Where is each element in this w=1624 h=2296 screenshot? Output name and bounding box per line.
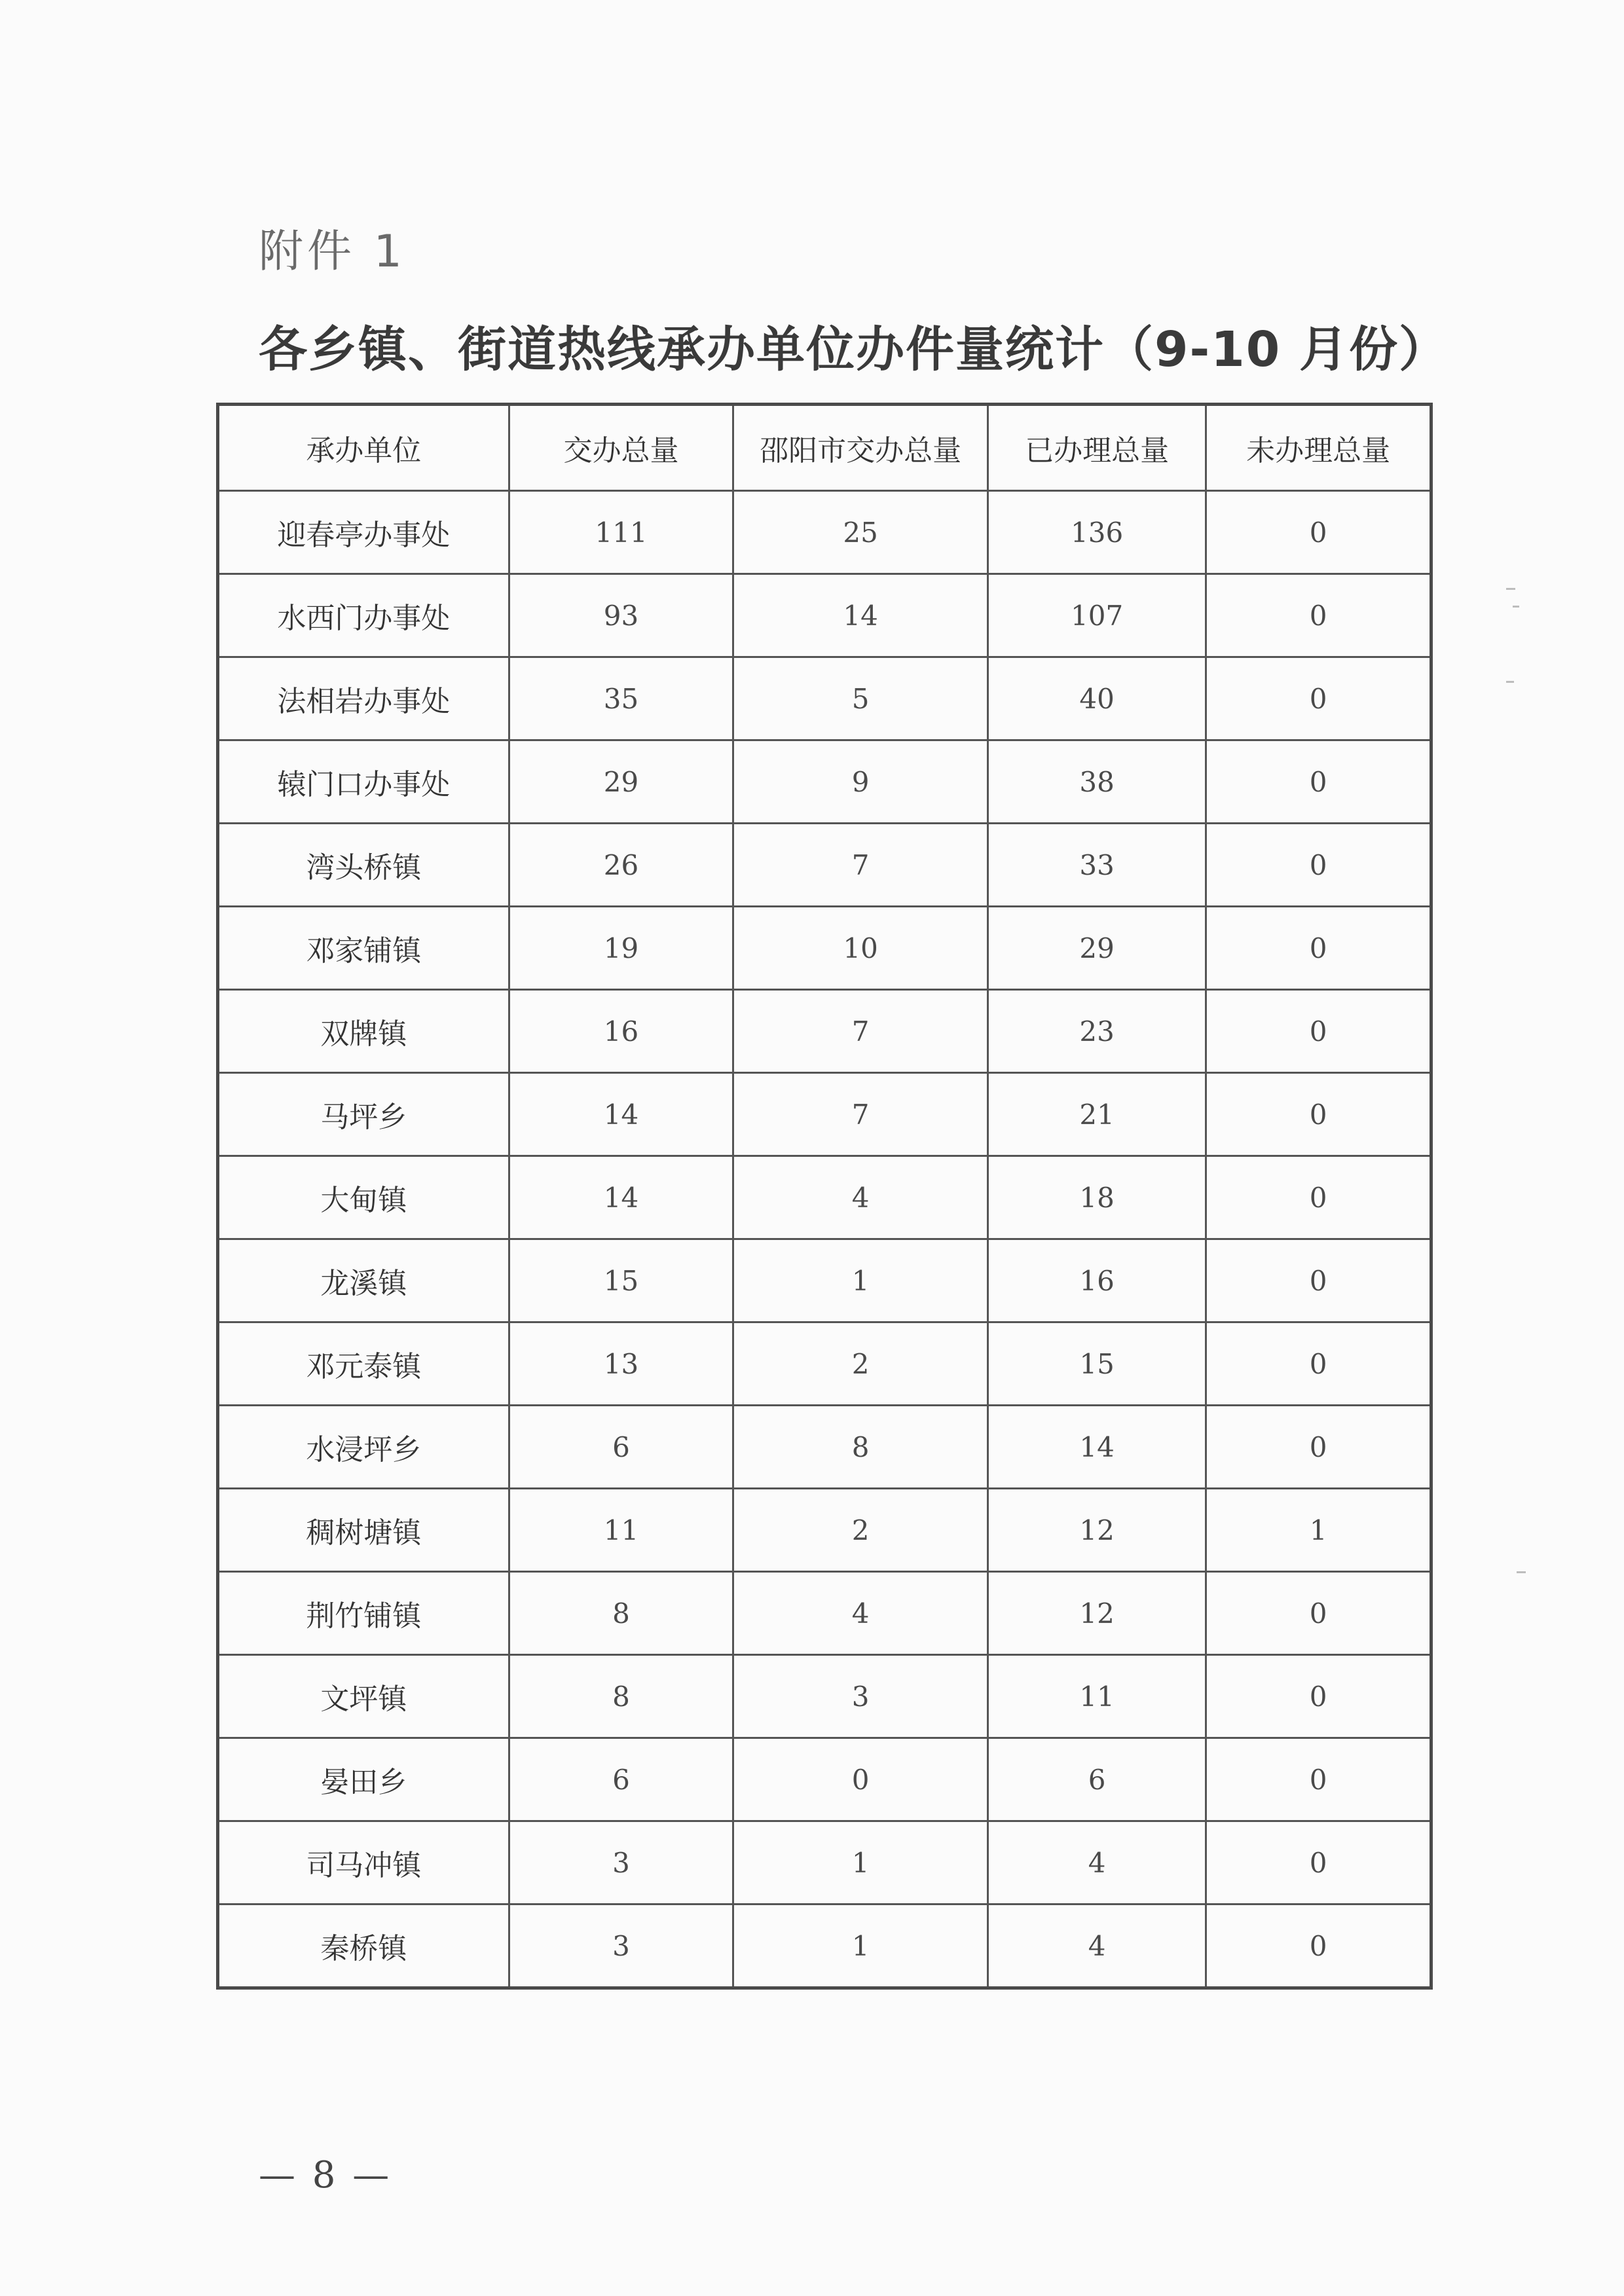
value-cell: 0 [1206,1322,1431,1406]
value-cell: 4 [733,1156,988,1239]
header-unit: 承办单位 [218,405,509,491]
table-row [218,1239,1431,1322]
header-assigned-total: 交办总量 [509,405,733,491]
value-cell: 0 [1206,824,1431,907]
value-cell: 6 [509,1406,733,1489]
scan-speck [1506,588,1515,590]
unit-name-cell: 辕门口办事处 [218,740,509,824]
value-cell: 0 [1206,1821,1431,1904]
header-unhandled-total: 未办理总量 [1206,405,1431,491]
unit-name-cell: 湾头桥镇 [218,824,509,907]
value-cell: 23 [987,990,1206,1073]
unit-name-cell: 迎春亭办事处 [218,491,509,574]
unit-name-cell: 法相岩办事处 [218,657,509,740]
value-cell: 14 [987,1406,1206,1489]
unit-name-cell: 邓家铺镇 [218,907,509,990]
statistics-table [216,403,1433,1990]
unit-name-cell: 双牌镇 [218,990,509,1073]
value-cell: 4 [733,1572,988,1655]
value-cell: 26 [509,824,733,907]
value-cell: 7 [733,1073,988,1156]
value-cell: 35 [509,657,733,740]
unit-name-cell: 龙溪镇 [218,1239,509,1322]
value-cell: 111 [509,491,733,574]
value-cell: 11 [509,1489,733,1572]
table-row [218,1821,1431,1904]
header-shaoyang-assigned-total: 邵阳市交办总量 [733,405,988,491]
scan-speck [1517,1571,1526,1573]
unit-name-cell: 文坪镇 [218,1655,509,1738]
value-cell: 7 [733,824,988,907]
value-cell: 16 [509,990,733,1073]
value-cell: 10 [733,907,988,990]
value-cell: 25 [733,491,988,574]
value-cell: 8 [733,1406,988,1489]
value-cell: 136 [987,491,1206,574]
value-cell: 29 [987,907,1206,990]
value-cell: 6 [987,1738,1206,1821]
value-cell: 0 [1206,1738,1431,1821]
unit-name-cell: 马坪乡 [218,1073,509,1156]
value-cell: 21 [987,1073,1206,1156]
value-cell: 9 [733,740,988,824]
table-row [218,1655,1431,1738]
value-cell: 6 [509,1738,733,1821]
value-cell: 4 [987,1904,1206,1988]
table-row [218,1572,1431,1655]
document-title: 各乡镇、街道热线承办单位办件量统计（9-10 月份） [259,321,1449,378]
value-cell: 0 [1206,491,1431,574]
table-row [218,657,1431,740]
unit-name-cell: 晏田乡 [218,1738,509,1821]
unit-name-cell: 秦桥镇 [218,1904,509,1988]
page-number: — 8 — [259,2154,392,2196]
unit-name-cell: 司马冲镇 [218,1821,509,1904]
attachment-label: 附件 1 [259,226,406,278]
value-cell: 12 [987,1489,1206,1572]
value-cell: 2 [733,1322,988,1406]
value-cell: 12 [987,1572,1206,1655]
value-cell: 15 [987,1322,1206,1406]
value-cell: 0 [1206,1904,1431,1988]
value-cell: 3 [733,1655,988,1738]
value-cell: 107 [987,574,1206,657]
unit-name-cell: 稠树塘镇 [218,1489,509,1572]
value-cell: 0 [1206,907,1431,990]
value-cell: 4 [987,1821,1206,1904]
table-row [218,1073,1431,1156]
value-cell: 19 [509,907,733,990]
table-row [218,574,1431,657]
value-cell: 3 [509,1821,733,1904]
value-cell: 7 [733,990,988,1073]
value-cell: 40 [987,657,1206,740]
value-cell: 11 [987,1655,1206,1738]
value-cell: 14 [733,574,988,657]
unit-name-cell: 水西门办事处 [218,574,509,657]
unit-name-cell: 荆竹铺镇 [218,1572,509,1655]
unit-name-cell: 邓元泰镇 [218,1322,509,1406]
table-row [218,1406,1431,1489]
value-cell: 8 [509,1572,733,1655]
table-row [218,990,1431,1073]
value-cell: 0 [1206,1406,1431,1489]
value-cell: 93 [509,574,733,657]
value-cell: 16 [987,1239,1206,1322]
value-cell: 18 [987,1156,1206,1239]
value-cell: 33 [987,824,1206,907]
value-cell: 8 [509,1655,733,1738]
value-cell: 0 [1206,1572,1431,1655]
scan-speck [1506,681,1514,683]
value-cell: 3 [509,1904,733,1988]
table-row [218,1738,1431,1821]
value-cell: 0 [1206,740,1431,824]
value-cell: 0 [1206,657,1431,740]
table-row [218,491,1431,574]
unit-name-cell: 大甸镇 [218,1156,509,1239]
value-cell: 5 [733,657,988,740]
value-cell: 0 [1206,1655,1431,1738]
value-cell: 0 [1206,990,1431,1073]
value-cell: 0 [733,1738,988,1821]
value-cell: 0 [1206,1156,1431,1239]
table-row [218,1489,1431,1572]
value-cell: 13 [509,1322,733,1406]
value-cell: 1 [733,1821,988,1904]
table-row [218,1322,1431,1406]
unit-name-cell: 水浸坪乡 [218,1406,509,1489]
table-row [218,740,1431,824]
value-cell: 29 [509,740,733,824]
value-cell: 1 [733,1904,988,1988]
scan-speck [1513,606,1519,608]
value-cell: 15 [509,1239,733,1322]
table-row [218,1904,1431,1988]
value-cell: 0 [1206,1239,1431,1322]
table-row [218,1156,1431,1239]
table-row [218,824,1431,907]
table-row [218,907,1431,990]
value-cell: 14 [509,1073,733,1156]
value-cell: 0 [1206,1073,1431,1156]
value-cell: 14 [509,1156,733,1239]
value-cell: 0 [1206,574,1431,657]
value-cell: 2 [733,1489,988,1572]
header-handled-total: 已办理总量 [987,405,1206,491]
value-cell: 1 [1206,1489,1431,1572]
table-header-row [218,405,1431,491]
value-cell: 1 [733,1239,988,1322]
value-cell: 38 [987,740,1206,824]
